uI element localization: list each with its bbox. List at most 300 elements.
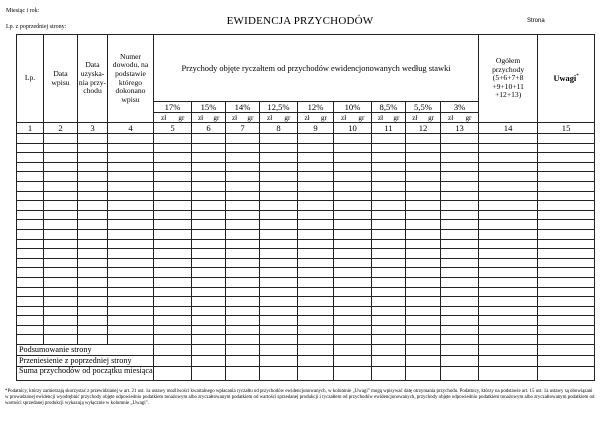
entry-cell[interactable] (78, 134, 108, 144)
entry-cell[interactable] (406, 172, 441, 182)
entry-cell[interactable] (192, 277, 226, 287)
entry-cell[interactable] (406, 325, 441, 335)
entry-cell[interactable] (538, 153, 595, 163)
entry-cell[interactable] (260, 325, 298, 335)
entry-cell[interactable] (441, 162, 479, 172)
entry-cell[interactable] (226, 143, 260, 153)
summary-cell[interactable] (441, 356, 479, 367)
entry-cell[interactable] (372, 249, 406, 259)
entry-cell[interactable] (334, 277, 372, 287)
entry-cell[interactable] (479, 297, 538, 307)
entry-cell[interactable] (441, 210, 479, 220)
entry-cell[interactable] (17, 181, 44, 191)
entry-cell[interactable] (441, 201, 479, 211)
entry-cell[interactable] (260, 335, 298, 345)
summary-cell[interactable] (372, 367, 406, 381)
entry-cell[interactable] (372, 239, 406, 249)
entry-cell[interactable] (78, 181, 108, 191)
entry-cell[interactable] (406, 191, 441, 201)
entry-cell[interactable] (44, 316, 78, 326)
entry-cell[interactable] (441, 316, 479, 326)
entry-cell[interactable] (441, 287, 479, 297)
entry-cell[interactable] (44, 220, 78, 230)
entry-cell[interactable] (154, 153, 192, 163)
summary-cell[interactable] (372, 345, 406, 356)
entry-cell[interactable] (154, 316, 192, 326)
entry-cell[interactable] (441, 181, 479, 191)
entry-cell[interactable] (372, 134, 406, 144)
entry-cell[interactable] (372, 287, 406, 297)
entry-cell[interactable] (479, 306, 538, 316)
entry-cell[interactable] (192, 268, 226, 278)
entry-cell[interactable] (406, 258, 441, 268)
summary-cell[interactable] (334, 356, 372, 367)
entry-cell[interactable] (226, 249, 260, 259)
entry-cell[interactable] (154, 191, 192, 201)
entry-cell[interactable] (372, 220, 406, 230)
entry-cell[interactable] (479, 201, 538, 211)
entry-cell[interactable] (44, 268, 78, 278)
entry-cell[interactable] (334, 335, 372, 345)
entry-cell[interactable] (108, 249, 154, 259)
entry-cell[interactable] (17, 335, 44, 345)
entry-cell[interactable] (154, 258, 192, 268)
entry-cell[interactable] (78, 143, 108, 153)
entry-cell[interactable] (108, 143, 154, 153)
entry-cell[interactable] (226, 325, 260, 335)
summary-cell[interactable] (192, 356, 226, 367)
entry-cell[interactable] (441, 191, 479, 201)
entry-cell[interactable] (334, 316, 372, 326)
entry-cell[interactable] (192, 316, 226, 326)
entry-cell[interactable] (441, 153, 479, 163)
entry-cell[interactable] (372, 201, 406, 211)
entry-cell[interactable] (226, 191, 260, 201)
entry-cell[interactable] (298, 316, 334, 326)
entry-cell[interactable] (406, 210, 441, 220)
entry-cell[interactable] (479, 143, 538, 153)
entry-cell[interactable] (78, 325, 108, 335)
entry-cell[interactable] (406, 134, 441, 144)
entry-cell[interactable] (44, 134, 78, 144)
entry-cell[interactable] (538, 181, 595, 191)
entry-cell[interactable] (17, 143, 44, 153)
entry-cell[interactable] (108, 162, 154, 172)
entry-cell[interactable] (154, 335, 192, 345)
entry-cell[interactable] (17, 220, 44, 230)
entry-cell[interactable] (226, 229, 260, 239)
entry-cell[interactable] (44, 162, 78, 172)
entry-cell[interactable] (260, 316, 298, 326)
entry-cell[interactable] (78, 220, 108, 230)
entry-cell[interactable] (538, 210, 595, 220)
entry-cell[interactable] (78, 172, 108, 182)
entry-cell[interactable] (154, 134, 192, 144)
entry-cell[interactable] (298, 268, 334, 278)
entry-cell[interactable] (260, 201, 298, 211)
summary-cell[interactable] (538, 367, 595, 381)
entry-cell[interactable] (372, 335, 406, 345)
entry-cell[interactable] (334, 325, 372, 335)
entry-cell[interactable] (108, 191, 154, 201)
entry-cell[interactable] (372, 297, 406, 307)
entry-cell[interactable] (192, 287, 226, 297)
entry-cell[interactable] (406, 268, 441, 278)
entry-cell[interactable] (298, 143, 334, 153)
summary-cell[interactable] (260, 356, 298, 367)
entry-cell[interactable] (192, 335, 226, 345)
entry-cell[interactable] (44, 306, 78, 316)
entry-cell[interactable] (260, 143, 298, 153)
entry-cell[interactable] (226, 297, 260, 307)
entry-cell[interactable] (260, 181, 298, 191)
entry-cell[interactable] (226, 258, 260, 268)
entry-cell[interactable] (479, 268, 538, 278)
entry-cell[interactable] (479, 258, 538, 268)
entry-cell[interactable] (334, 229, 372, 239)
entry-cell[interactable] (108, 335, 154, 345)
entry-cell[interactable] (479, 325, 538, 335)
entry-cell[interactable] (538, 306, 595, 316)
entry-cell[interactable] (334, 181, 372, 191)
entry-cell[interactable] (441, 258, 479, 268)
entry-cell[interactable] (406, 306, 441, 316)
entry-cell[interactable] (298, 220, 334, 230)
entry-cell[interactable] (17, 162, 44, 172)
entry-cell[interactable] (78, 258, 108, 268)
entry-cell[interactable] (78, 249, 108, 259)
entry-cell[interactable] (538, 143, 595, 153)
entry-cell[interactable] (192, 172, 226, 182)
entry-cell[interactable] (260, 172, 298, 182)
entry-cell[interactable] (108, 153, 154, 163)
entry-cell[interactable] (154, 325, 192, 335)
entry-cell[interactable] (44, 172, 78, 182)
entry-cell[interactable] (538, 335, 595, 345)
entry-cell[interactable] (538, 258, 595, 268)
entry-cell[interactable] (372, 258, 406, 268)
entry-cell[interactable] (538, 297, 595, 307)
entry-cell[interactable] (298, 306, 334, 316)
entry-cell[interactable] (479, 181, 538, 191)
entry-cell[interactable] (334, 268, 372, 278)
entry-cell[interactable] (538, 277, 595, 287)
entry-cell[interactable] (108, 239, 154, 249)
summary-cell[interactable] (226, 367, 260, 381)
entry-cell[interactable] (154, 268, 192, 278)
summary-cell[interactable] (226, 345, 260, 356)
entry-cell[interactable] (260, 153, 298, 163)
entry-cell[interactable] (154, 229, 192, 239)
entry-cell[interactable] (226, 134, 260, 144)
entry-cell[interactable] (17, 277, 44, 287)
entry-cell[interactable] (441, 229, 479, 239)
entry-cell[interactable] (192, 306, 226, 316)
entry-cell[interactable] (17, 297, 44, 307)
entry-cell[interactable] (78, 162, 108, 172)
entry-cell[interactable] (441, 335, 479, 345)
entry-cell[interactable] (479, 316, 538, 326)
entry-cell[interactable] (154, 143, 192, 153)
entry-cell[interactable] (260, 229, 298, 239)
entry-cell[interactable] (479, 249, 538, 259)
entry-cell[interactable] (260, 239, 298, 249)
entry-cell[interactable] (226, 210, 260, 220)
entry-cell[interactable] (372, 277, 406, 287)
entry-cell[interactable] (372, 316, 406, 326)
entry-cell[interactable] (298, 287, 334, 297)
entry-cell[interactable] (44, 143, 78, 153)
entry-cell[interactable] (17, 153, 44, 163)
entry-cell[interactable] (538, 134, 595, 144)
entry-cell[interactable] (192, 201, 226, 211)
entry-cell[interactable] (406, 220, 441, 230)
entry-cell[interactable] (441, 297, 479, 307)
entry-cell[interactable] (44, 210, 78, 220)
entry-cell[interactable] (78, 306, 108, 316)
entry-cell[interactable] (298, 153, 334, 163)
entry-cell[interactable] (479, 239, 538, 249)
entry-cell[interactable] (78, 239, 108, 249)
entry-cell[interactable] (406, 201, 441, 211)
entry-cell[interactable] (192, 181, 226, 191)
entry-cell[interactable] (78, 201, 108, 211)
entry-cell[interactable] (538, 325, 595, 335)
entry-cell[interactable] (44, 335, 78, 345)
entry-cell[interactable] (479, 162, 538, 172)
entry-cell[interactable] (334, 191, 372, 201)
entry-cell[interactable] (260, 134, 298, 144)
entry-cell[interactable] (372, 153, 406, 163)
entry-cell[interactable] (108, 134, 154, 144)
entry-cell[interactable] (44, 297, 78, 307)
entry-cell[interactable] (479, 287, 538, 297)
entry-cell[interactable] (479, 134, 538, 144)
entry-cell[interactable] (406, 229, 441, 239)
entry-cell[interactable] (17, 249, 44, 259)
entry-cell[interactable] (538, 287, 595, 297)
entry-cell[interactable] (334, 239, 372, 249)
entry-cell[interactable] (538, 191, 595, 201)
entry-cell[interactable] (154, 306, 192, 316)
entry-cell[interactable] (108, 325, 154, 335)
entry-cell[interactable] (226, 153, 260, 163)
entry-cell[interactable] (298, 239, 334, 249)
entry-cell[interactable] (441, 306, 479, 316)
entry-cell[interactable] (479, 210, 538, 220)
entry-cell[interactable] (334, 172, 372, 182)
entry-cell[interactable] (78, 335, 108, 345)
entry-cell[interactable] (154, 172, 192, 182)
entry-cell[interactable] (78, 316, 108, 326)
entry-cell[interactable] (44, 239, 78, 249)
entry-cell[interactable] (298, 249, 334, 259)
summary-cell[interactable] (192, 367, 226, 381)
entry-cell[interactable] (108, 172, 154, 182)
entry-cell[interactable] (406, 143, 441, 153)
entry-cell[interactable] (192, 134, 226, 144)
summary-cell[interactable] (192, 345, 226, 356)
entry-cell[interactable] (298, 181, 334, 191)
entry-cell[interactable] (479, 220, 538, 230)
entry-cell[interactable] (226, 220, 260, 230)
entry-cell[interactable] (44, 181, 78, 191)
entry-cell[interactable] (334, 297, 372, 307)
summary-cell[interactable] (298, 356, 334, 367)
entry-cell[interactable] (154, 210, 192, 220)
entry-cell[interactable] (226, 201, 260, 211)
entry-cell[interactable] (406, 153, 441, 163)
entry-cell[interactable] (226, 239, 260, 249)
entry-cell[interactable] (441, 325, 479, 335)
summary-cell[interactable] (538, 345, 595, 356)
entry-cell[interactable] (154, 201, 192, 211)
entry-cell[interactable] (406, 249, 441, 259)
entry-cell[interactable] (298, 210, 334, 220)
entry-cell[interactable] (226, 162, 260, 172)
entry-cell[interactable] (372, 229, 406, 239)
entry-cell[interactable] (298, 191, 334, 201)
entry-cell[interactable] (192, 297, 226, 307)
entry-cell[interactable] (78, 191, 108, 201)
entry-cell[interactable] (44, 249, 78, 259)
entry-cell[interactable] (44, 153, 78, 163)
entry-cell[interactable] (334, 306, 372, 316)
entry-cell[interactable] (78, 297, 108, 307)
entry-cell[interactable] (298, 258, 334, 268)
entry-cell[interactable] (226, 172, 260, 182)
entry-cell[interactable] (154, 220, 192, 230)
entry-cell[interactable] (298, 134, 334, 144)
entry-cell[interactable] (260, 191, 298, 201)
entry-cell[interactable] (154, 239, 192, 249)
entry-cell[interactable] (298, 277, 334, 287)
entry-cell[interactable] (192, 258, 226, 268)
entry-cell[interactable] (192, 162, 226, 172)
entry-cell[interactable] (479, 153, 538, 163)
entry-cell[interactable] (441, 143, 479, 153)
summary-cell[interactable] (538, 356, 595, 367)
entry-cell[interactable] (108, 201, 154, 211)
entry-cell[interactable] (298, 162, 334, 172)
entry-cell[interactable] (154, 277, 192, 287)
entry-cell[interactable] (192, 239, 226, 249)
entry-cell[interactable] (17, 191, 44, 201)
entry-cell[interactable] (44, 191, 78, 201)
entry-cell[interactable] (78, 229, 108, 239)
entry-cell[interactable] (108, 229, 154, 239)
summary-cell[interactable] (479, 345, 538, 356)
entry-cell[interactable] (154, 249, 192, 259)
entry-cell[interactable] (479, 191, 538, 201)
entry-cell[interactable] (260, 220, 298, 230)
entry-cell[interactable] (78, 277, 108, 287)
entry-cell[interactable] (154, 287, 192, 297)
entry-cell[interactable] (334, 162, 372, 172)
entry-cell[interactable] (406, 181, 441, 191)
summary-cell[interactable] (406, 356, 441, 367)
entry-cell[interactable] (17, 201, 44, 211)
entry-cell[interactable] (441, 172, 479, 182)
entry-cell[interactable] (441, 239, 479, 249)
summary-cell[interactable] (372, 356, 406, 367)
entry-cell[interactable] (226, 306, 260, 316)
entry-cell[interactable] (260, 162, 298, 172)
entry-cell[interactable] (44, 287, 78, 297)
summary-cell[interactable] (334, 345, 372, 356)
entry-cell[interactable] (192, 325, 226, 335)
entry-cell[interactable] (372, 210, 406, 220)
entry-cell[interactable] (538, 201, 595, 211)
entry-cell[interactable] (108, 287, 154, 297)
entry-cell[interactable] (17, 258, 44, 268)
entry-cell[interactable] (334, 258, 372, 268)
entry-cell[interactable] (260, 306, 298, 316)
entry-cell[interactable] (441, 268, 479, 278)
entry-cell[interactable] (78, 210, 108, 220)
entry-cell[interactable] (406, 287, 441, 297)
entry-cell[interactable] (78, 287, 108, 297)
entry-cell[interactable] (44, 277, 78, 287)
entry-cell[interactable] (226, 335, 260, 345)
entry-cell[interactable] (479, 277, 538, 287)
entry-cell[interactable] (44, 258, 78, 268)
entry-cell[interactable] (192, 153, 226, 163)
entry-cell[interactable] (406, 297, 441, 307)
entry-cell[interactable] (226, 316, 260, 326)
entry-cell[interactable] (154, 162, 192, 172)
entry-cell[interactable] (192, 229, 226, 239)
entry-cell[interactable] (154, 297, 192, 307)
entry-cell[interactable] (108, 306, 154, 316)
summary-cell[interactable] (334, 367, 372, 381)
entry-cell[interactable] (17, 268, 44, 278)
entry-cell[interactable] (334, 210, 372, 220)
entry-cell[interactable] (479, 229, 538, 239)
entry-cell[interactable] (406, 239, 441, 249)
summary-cell[interactable] (441, 367, 479, 381)
entry-cell[interactable] (538, 239, 595, 249)
entry-cell[interactable] (192, 220, 226, 230)
entry-cell[interactable] (17, 172, 44, 182)
entry-cell[interactable] (108, 316, 154, 326)
entry-cell[interactable] (17, 306, 44, 316)
entry-cell[interactable] (108, 297, 154, 307)
entry-cell[interactable] (260, 268, 298, 278)
entry-cell[interactable] (441, 249, 479, 259)
entry-cell[interactable] (17, 325, 44, 335)
entry-cell[interactable] (108, 277, 154, 287)
entry-cell[interactable] (260, 258, 298, 268)
entry-cell[interactable] (192, 249, 226, 259)
entry-cell[interactable] (78, 153, 108, 163)
entry-cell[interactable] (298, 229, 334, 239)
entry-cell[interactable] (108, 258, 154, 268)
entry-cell[interactable] (44, 201, 78, 211)
entry-cell[interactable] (372, 268, 406, 278)
entry-cell[interactable] (441, 134, 479, 144)
entry-cell[interactable] (192, 191, 226, 201)
entry-cell[interactable] (406, 335, 441, 345)
entry-cell[interactable] (372, 162, 406, 172)
entry-cell[interactable] (192, 210, 226, 220)
summary-cell[interactable] (260, 345, 298, 356)
entry-cell[interactable] (334, 134, 372, 144)
entry-cell[interactable] (334, 201, 372, 211)
summary-cell[interactable] (479, 356, 538, 367)
entry-cell[interactable] (406, 162, 441, 172)
entry-cell[interactable] (154, 181, 192, 191)
